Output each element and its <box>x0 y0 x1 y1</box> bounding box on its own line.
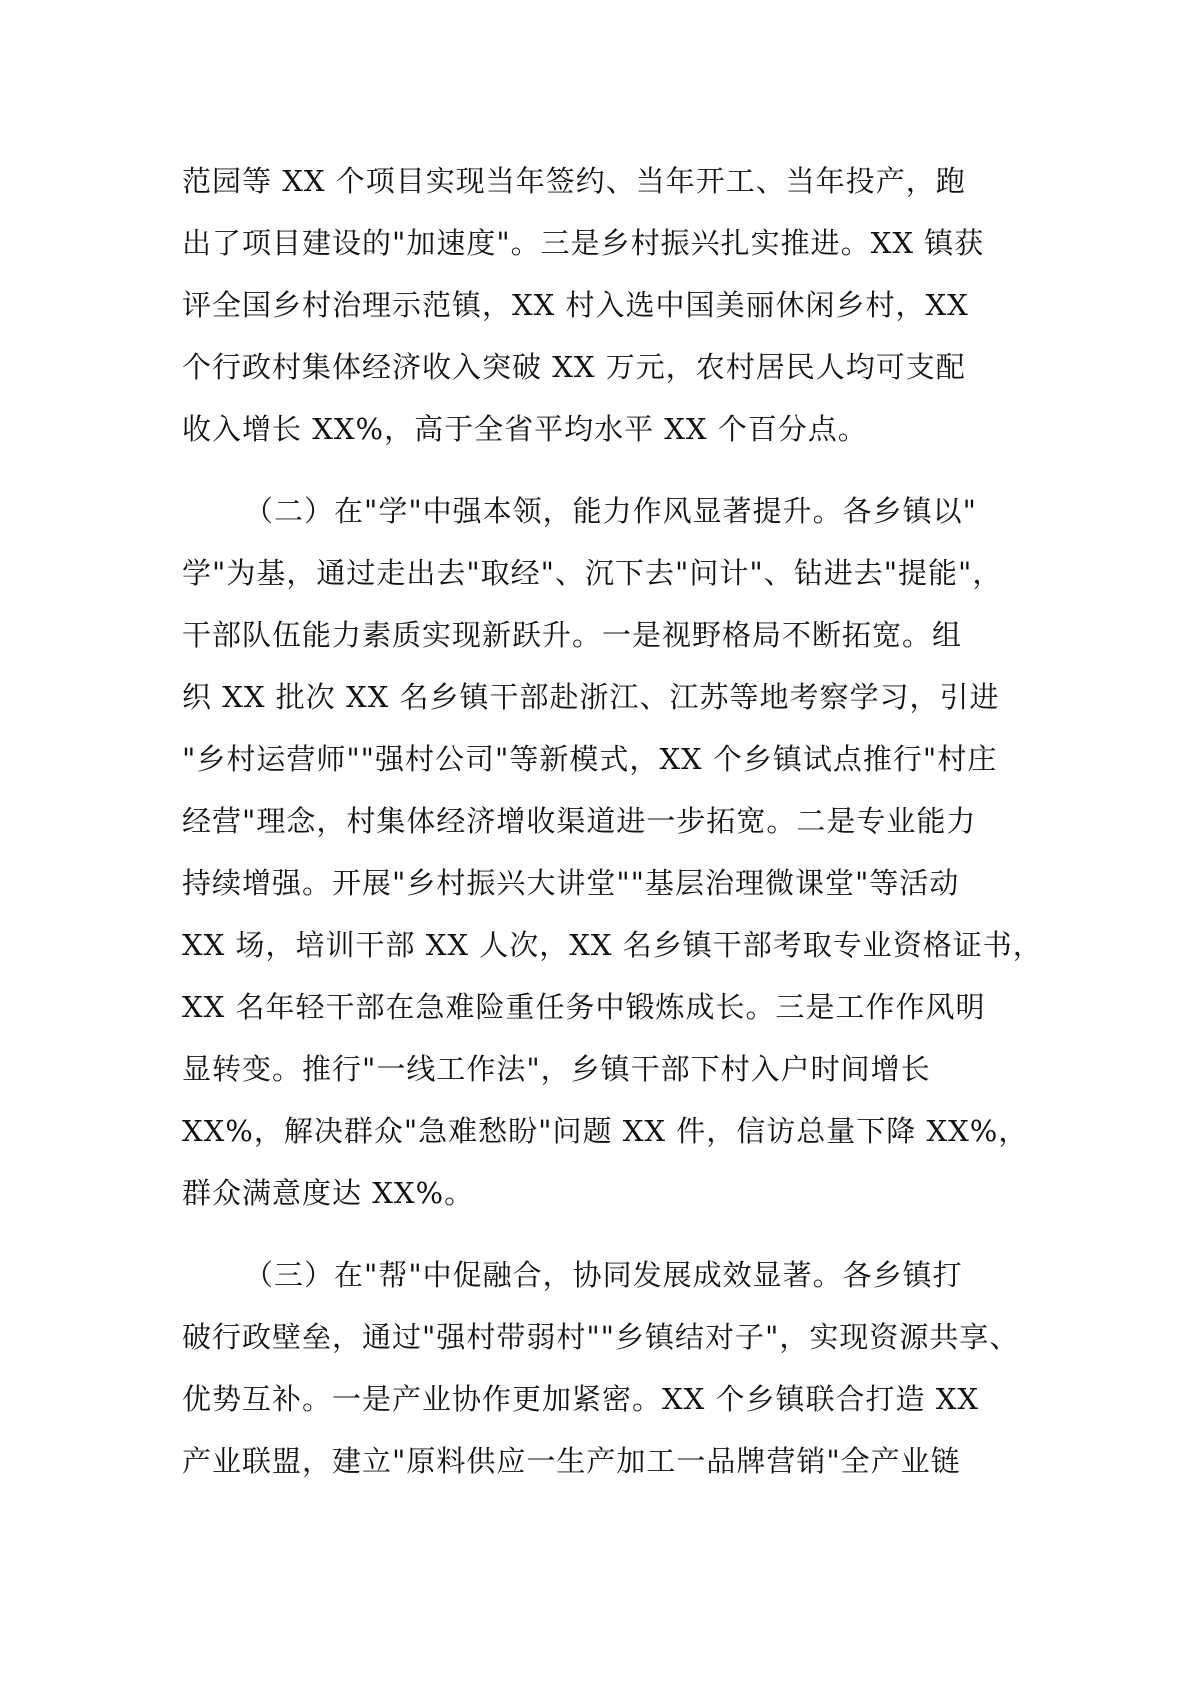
text-line: 破行政壁垒，通过"强村带弱村""乡镇结对子"，实现资源共享、 <box>182 1320 1020 1354</box>
paragraph-learning-ability <box>182 480 1043 1224</box>
paragraph-coordinated-development <box>182 1244 1020 1492</box>
text-line: 评全国乡村治理示范镇，XX 村入选中国美丽休闲乡村，XX <box>182 288 969 322</box>
text-line: 持续增强。开展"乡村振兴大讲堂""基层治理微课堂"等活动 <box>182 866 960 900</box>
text-line: 经营"理念，村集体经济增收渠道进一步拓宽。二是专业能力 <box>182 804 977 838</box>
text-line: 个行政村集体经济收入突破 XX 万元，农村居民人均可支配 <box>182 350 966 384</box>
text-line: 产业联盟，建立"原料供应一生产加工一品牌营销"全产业链 <box>182 1444 961 1478</box>
text-line: XX 名年轻干部在急难险重任务中锻炼成长。三是工作作风明 <box>182 990 986 1024</box>
text-line: 干部队伍能力素质实现新跃升。一是视野格局不断拓宽。组 <box>182 618 963 652</box>
paragraph-project-progress <box>182 150 1012 460</box>
text-line: 学"为基，通过走出去"取经"、沉下去"问计"、钻进去"提能"， <box>182 556 1003 590</box>
text-line: 群众满意度达 XX%。 <box>182 1176 475 1210</box>
text-line: 范园等 XX 个项目实现当年签约、当年开工、当年投产，跑 <box>182 164 966 198</box>
text-line: 出了项目建设的"加速度"。三是乡村振兴扎实推进。XX 镇获 <box>182 226 985 260</box>
text-line: "乡村运营师""强村公司"等新模式，XX 个乡镇试点推行"村庄 <box>182 742 998 776</box>
text-line: XX 场，培训干部 XX 人次，XX 名乡镇干部考取专业资格证书， <box>182 928 1043 962</box>
section-heading-line: （三）在"帮"中促融合，协同发展成效显著。各乡镇打 <box>244 1258 963 1292</box>
text-line: 收入增长 XX%，高于全省平均水平 XX 个百分点。 <box>182 412 868 446</box>
section-heading-line: （二）在"学"中强本领，能力作风显著提升。各乡镇以" <box>244 494 978 528</box>
text-line: XX%，解决群众"急难愁盼"问题 XX 件，信访总量下降 XX%， <box>182 1114 1029 1148</box>
text-line: 优势互补。一是产业协作更加紧密。XX 个乡镇联合打造 XX <box>182 1382 980 1416</box>
text-line: 显转变。推行"一线工作法"，乡镇干部下村入户时间增长 <box>182 1052 931 1086</box>
text-line: 织 XX 批次 XX 名乡镇干部赴浙江、江苏等地考察学习，引进 <box>182 680 1000 714</box>
document-body <box>182 150 1043 1492</box>
